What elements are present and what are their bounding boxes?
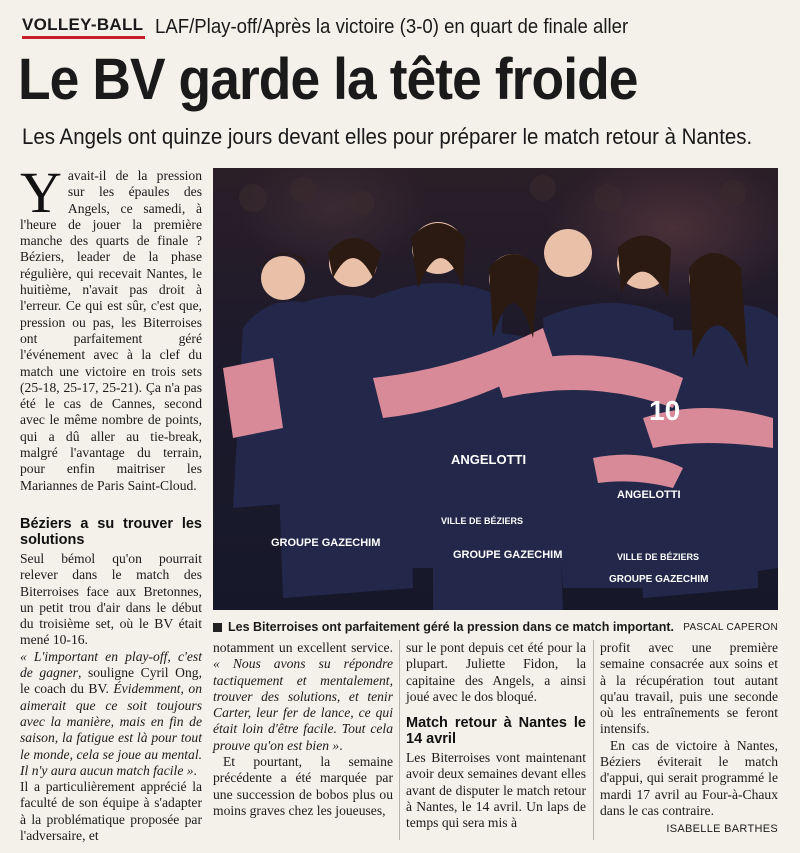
lead-text: avait-il de la pression sur les épaules des Angels, ce samedi, à l'heure de jouer la première manche des quarts de finale ? Béziers, leader de la phase régulière, qui recevait Nantes, le huitième, n'avait pas droit à l'erreur. Ce qui est sûr, c'est que, pression ou pas, les Biterroises ont parfaitement géré l'événement avec à la clef du match une victoire en trois sets (25-18, 25-17, 25-21). Ça n'a pas été le cas de Cannes, second avec le même nombre de points, qui a dû aller au tie-break, malgré l'avantage du terrain, pour enfin maitriser les Mariannes de Paris Saint-Cloud. — [20, 168, 202, 493]
column-divider — [593, 640, 594, 840]
attribution: , souligne Cyril Ong, le coach du BV. — [20, 665, 202, 697]
paragraph: sur le pont depuis cet été pour la plupart. Juliette Fidon, la capitaine des Angels, a ainsi joué avec le dos bloqué. — [406, 640, 586, 704]
photo-caption — [213, 618, 778, 636]
paragraph-text: notamment un excellent service. — [213, 640, 393, 655]
subhead-solutions: Béziers a su trouver les solutions — [20, 515, 202, 548]
subhead-match-retour: Match retour à Nantes le 14 avril — [406, 715, 586, 748]
article-column-3 — [406, 640, 586, 832]
quote: « L'important en play-off, c'est de gagner — [20, 648, 202, 681]
jersey-text: ANGELOTTI — [617, 489, 681, 501]
quote-paragraph — [20, 649, 202, 779]
paragraph: Il a particulièrement apprécié la faculté de son équipe à s'adapter à la problématique proposée par l'adversaire, et — [20, 779, 202, 843]
deck: Les Angels ont quinze jours devant elles pour préparer le match retour à Nantes. — [22, 124, 753, 149]
caption-text: Les Biterroises ont parfaitement géré la pression dans ce match important. — [228, 620, 674, 634]
jersey-text: GROUPE GAZECHIM — [271, 537, 381, 549]
jersey-text: VILLE DE BÉZIERS — [441, 516, 524, 526]
quote-paragraph — [213, 640, 393, 754]
jersey-text: GROUPE GAZECHIM — [453, 549, 563, 561]
column-divider — [399, 640, 400, 840]
quote: Évidemment, on aimerait que ce soit toujours avec la manière, mais en fin de saison, la fatigue est là pour tout le monde, cela se joue au mental. Il n'y aura aucun match facile » — [20, 681, 202, 778]
punctuation: . — [193, 762, 197, 778]
photo-credit: PASCAL CAPERON — [683, 621, 778, 633]
jersey-text: VILLE DE BÉZIERS — [617, 552, 700, 562]
author-signature: ISABELLE BARTHES — [666, 823, 778, 836]
kicker-text: LAF/Play-off/Après la victoire (3-0) en quart de finale aller — [155, 15, 629, 38]
lead-paragraph — [20, 160, 202, 494]
caption-bullet-icon — [213, 623, 222, 632]
headline: Le BV garde la tête froide — [18, 47, 638, 112]
team-huddle-illustration — [213, 168, 778, 610]
paragraph: Seul bémol qu'on pourrait relever dans le match des Biterroises face aux Bretonnes, un petit trou d'air dans le début du troisième set, où le BV était mené 10-16. — [20, 550, 202, 648]
article-column-4 — [600, 640, 778, 838]
paragraph: profit avec une première semaine consacrée aux soins et à la récupération tout autant qu'au travail, puis une seconde où les entraînements se feront intensifs. — [600, 640, 778, 737]
jersey-text: ANGELOTTI — [451, 452, 527, 467]
paragraph: En cas de victoire à Nantes, Béziers éviterait le match d'appui, qui serait programmé le mardi 17 avril au Four-à-Chaux dans le cas contraire. — [600, 737, 778, 818]
quote: « Nous avons su répondre tactiquement et mentalement, trouver des solutions, et tenir Carter, leur fer de lance, ce qui était loin d'être facile. Tout cela prouve qu'on est bien » — [213, 656, 393, 753]
punctuation: . — [339, 737, 343, 753]
section-tag: VOLLEY-BALL — [22, 15, 145, 39]
jersey-text: GROUPE GAZECHIM — [609, 574, 709, 585]
article-column-2 — [213, 640, 393, 819]
article-column-1 — [20, 160, 202, 844]
team-photo — [213, 168, 778, 610]
jersey-number: 10 — [649, 395, 681, 426]
paragraph: Et pourtant, la semaine précédente a été marquée par une succession de bobos plus ou moins graves chez les joueuses, — [213, 754, 393, 818]
drop-cap: Y — [20, 160, 62, 225]
paragraph: Les Biterroises vont maintenant avoir deux semaines devant elles avant de disputer le match retour à Nantes, le 14 avril. Un laps de temps qui sera mis à — [406, 750, 586, 831]
kicker — [22, 14, 664, 40]
